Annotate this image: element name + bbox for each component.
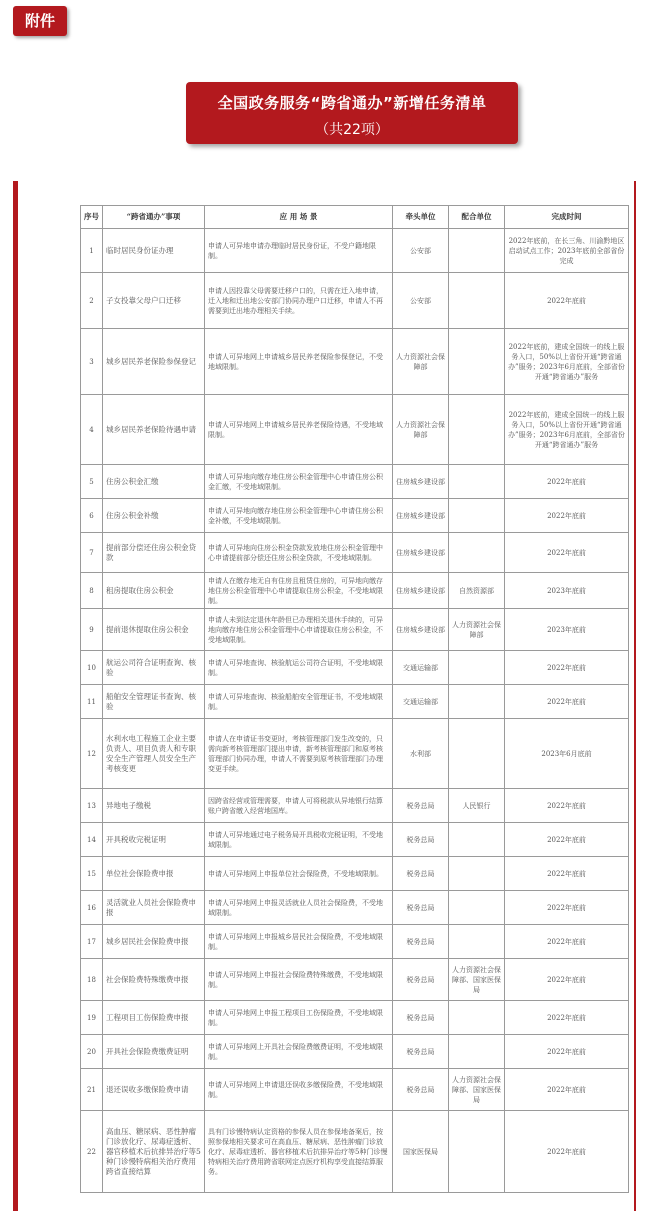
- cell-coop: 人力资源社会保障部、国家医保局: [449, 1069, 505, 1111]
- cell-scene: 申请人因投靠父母需要迁移户口的，只需在迁入地申请，迁入地和迁出地公安部门协同办理户口迁移，申请人不再需要到迁出地办理相关手续。: [205, 273, 393, 329]
- cell-coop: [449, 925, 505, 959]
- right-accent-bar: [634, 181, 636, 1211]
- cell-scene: 申请人可异地查询、核验船舶安全管理证书，不受地域限制。: [205, 685, 393, 719]
- cell-item: 社会保险费特殊缴费申报: [103, 959, 205, 1001]
- cell-time: 2022年底前: [505, 685, 629, 719]
- cell-coop: [449, 823, 505, 857]
- title-banner: [186, 82, 518, 144]
- cell-item: 城乡居民养老保险待遇申请: [103, 395, 205, 465]
- cell-time: 2023年底前: [505, 573, 629, 609]
- cell-item: 高血压、糖尿病、恶性肿瘤门诊放化疗、尿毒症透析、器官移植术后抗排异治疗等5种门诊慢特病相关治疗费用跨省直接结算: [103, 1111, 205, 1193]
- header-no: 序号: [81, 206, 103, 229]
- table-row: [81, 273, 629, 329]
- cell-no: 13: [81, 789, 103, 823]
- cell-lead: 人力资源社会保障部: [393, 395, 449, 465]
- cell-no: 20: [81, 1035, 103, 1069]
- cell-item: 临时居民身份证办理: [103, 229, 205, 273]
- cell-lead: 税务总局: [393, 789, 449, 823]
- cell-lead: 水利部: [393, 719, 449, 789]
- cell-lead: 税务总局: [393, 891, 449, 925]
- cell-time: 2022年底前: [505, 1069, 629, 1111]
- table-row: [81, 1001, 629, 1035]
- cell-no: 15: [81, 857, 103, 891]
- table-row: [81, 395, 629, 465]
- cell-coop: [449, 229, 505, 273]
- cell-item: 租房提取住房公积金: [103, 573, 205, 609]
- table-row: [81, 1111, 629, 1193]
- cell-time: 2023年底前: [505, 609, 629, 651]
- cell-no: 11: [81, 685, 103, 719]
- cell-scene: 申请人可异地通过电子税务局开具税收完税证明，不受地域限制。: [205, 823, 393, 857]
- cell-time: 2022年底前: [505, 1035, 629, 1069]
- cell-time: 2022年底前: [505, 533, 629, 573]
- cell-time: 2022年底前: [505, 1001, 629, 1035]
- header-time: 完成时间: [505, 206, 629, 229]
- table-row: [81, 573, 629, 609]
- cell-scene: 申请人可异地网上开具社会保险费缴费证明，不受地域限制。: [205, 1035, 393, 1069]
- table-row: [81, 823, 629, 857]
- cell-no: 9: [81, 609, 103, 651]
- cell-lead: 住房城乡建设部: [393, 609, 449, 651]
- cell-scene: 申请人可异地网上申报灵活就业人员社会保险费，不受地域限制。: [205, 891, 393, 925]
- cell-no: 19: [81, 1001, 103, 1035]
- cell-time: 2022年底前: [505, 857, 629, 891]
- cell-coop: [449, 1111, 505, 1193]
- table-row: [81, 685, 629, 719]
- cell-scene: 申请人在申请证书变更时，考核管理部门发生改变的，只需向新考核管理部门提出申请，新考核管理部门和原考核管理部门协同办理，申请人不需要到原考核管理部门办理变更手续。: [205, 719, 393, 789]
- cell-no: 5: [81, 465, 103, 499]
- cell-coop: [449, 857, 505, 891]
- cell-lead: 税务总局: [393, 925, 449, 959]
- cell-item: 灵活就业人员社会保险费申报: [103, 891, 205, 925]
- cell-time: 2022年底前: [505, 891, 629, 925]
- cell-scene: 申请人可异地网上申报单位社会保险费，不受地域限制。: [205, 857, 393, 891]
- table-row: [81, 891, 629, 925]
- cell-no: 1: [81, 229, 103, 273]
- cell-scene: 申请人未到法定退休年龄但已办理相关退休手续的，可异地向缴存地住房公积金管理中心申请提取住房公积金，不受地域限制。: [205, 609, 393, 651]
- cell-no: 18: [81, 959, 103, 1001]
- cell-time: 2022年底前: [505, 925, 629, 959]
- table-header-row: [81, 206, 629, 229]
- cell-lead: 公安部: [393, 229, 449, 273]
- cell-no: 3: [81, 329, 103, 395]
- cell-item: 住房公积金汇缴: [103, 465, 205, 499]
- cell-scene: 申请人在缴存地无自有住房且租赁住房的，可异地向缴存地住房公积金管理中心申请提取住房公积金，不受地域限制。: [205, 573, 393, 609]
- cell-lead: 住房城乡建设部: [393, 573, 449, 609]
- cell-lead: 人力资源社会保障部: [393, 329, 449, 395]
- left-accent-bar: [13, 181, 18, 1211]
- cell-coop: [449, 499, 505, 533]
- table-row: [81, 229, 629, 273]
- cell-scene: 申请人可异地网上申请城乡居民养老保险参保登记，不受地域限制。: [205, 329, 393, 395]
- cell-time: 2022年底前: [505, 1111, 629, 1193]
- cell-time: 2022年底前: [505, 789, 629, 823]
- table-row: [81, 1035, 629, 1069]
- cell-item: 退还误收多缴保险费申请: [103, 1069, 205, 1111]
- cell-item: 水利水电工程施工企业主要负责人、项目负责人和专职安全生产管理人员安全生产考核变更: [103, 719, 205, 789]
- header-item: “跨省通办”事项: [103, 206, 205, 229]
- cell-coop: [449, 465, 505, 499]
- table-row: [81, 533, 629, 573]
- cell-no: 10: [81, 651, 103, 685]
- cell-no: 6: [81, 499, 103, 533]
- table-row: [81, 925, 629, 959]
- task-list-document: [80, 205, 628, 1193]
- header-scene: 应 用 场 景: [205, 206, 393, 229]
- cell-item: 异地电子缴税: [103, 789, 205, 823]
- cell-lead: 交通运输部: [393, 685, 449, 719]
- cell-time: 2023年6月底前: [505, 719, 629, 789]
- cell-coop: [449, 719, 505, 789]
- cell-lead: 税务总局: [393, 1069, 449, 1111]
- cell-coop: [449, 891, 505, 925]
- cell-lead: 税务总局: [393, 1035, 449, 1069]
- cell-coop: [449, 533, 505, 573]
- table-row: [81, 857, 629, 891]
- table-row: [81, 651, 629, 685]
- cell-scene: 具有门诊慢特病认定资格的参保人员在参保地备案后，按照参保地相关要求可在高血压、糖尿病、恶性肿瘤门诊放化疗、尿毒症透析、器官移植术后抗排异治疗等5种门诊慢特病相关治疗费用跨省联网定点医疗机构享受直接结算服务。: [205, 1111, 393, 1193]
- table-row: [81, 329, 629, 395]
- cell-coop: 人力资源社会保障部、国家医保局: [449, 959, 505, 1001]
- cell-no: 16: [81, 891, 103, 925]
- table-row: [81, 719, 629, 789]
- cell-time: 2022年底前: [505, 959, 629, 1001]
- cell-coop: 自然资源部: [449, 573, 505, 609]
- cell-scene: 申请人可异地向住房公积金贷款发放地住房公积金管理中心申请提前部分偿还住房公积金贷款，不受地域限制。: [205, 533, 393, 573]
- cell-scene: 申请人可异地网上申报社会保险费特殊缴费，不受地域限制。: [205, 959, 393, 1001]
- table-row: [81, 465, 629, 499]
- cell-no: 12: [81, 719, 103, 789]
- cell-scene: 申请人可异地网上申请城乡居民养老保险待遇，不受地域限制。: [205, 395, 393, 465]
- cell-coop: [449, 273, 505, 329]
- cell-scene: 申请人可异地向缴存地住房公积金管理中心申请住房公积金汇缴，不受地域限制。: [205, 465, 393, 499]
- cell-coop: [449, 1035, 505, 1069]
- cell-coop: [449, 685, 505, 719]
- cell-scene: 申请人可异地向缴存地住房公积金管理中心申请住房公积金补缴，不受地域限制。: [205, 499, 393, 533]
- cell-time: 2022年底前: [505, 823, 629, 857]
- cell-item: 单位社会保险费申报: [103, 857, 205, 891]
- cell-coop: [449, 395, 505, 465]
- cell-item: 航运公司符合证明查询、核验: [103, 651, 205, 685]
- cell-coop: 人民银行: [449, 789, 505, 823]
- cell-item: 城乡居民社会保险费申报: [103, 925, 205, 959]
- cell-item: 子女投靠父母户口迁移: [103, 273, 205, 329]
- cell-item: 工程项目工伤保险费申报: [103, 1001, 205, 1035]
- table-row: [81, 789, 629, 823]
- cell-coop: [449, 329, 505, 395]
- cell-no: 22: [81, 1111, 103, 1193]
- cell-time: 2022年底前: [505, 273, 629, 329]
- cell-lead: 税务总局: [393, 823, 449, 857]
- cell-lead: 住房城乡建设部: [393, 499, 449, 533]
- cell-lead: 公安部: [393, 273, 449, 329]
- header-lead: 牵头单位: [393, 206, 449, 229]
- cell-lead: 住房城乡建设部: [393, 465, 449, 499]
- cell-item: 开具税收完税证明: [103, 823, 205, 857]
- cell-scene: 申请人可异地网上申报工程项目工伤保险费，不受地域限制。: [205, 1001, 393, 1035]
- cell-no: 2: [81, 273, 103, 329]
- cell-no: 17: [81, 925, 103, 959]
- cell-item: 提前部分偿还住房公积金贷款: [103, 533, 205, 573]
- cell-time: 2022年底前，建成全国统一的线上服务入口，50%以上省份开通“跨省通办”服务；2023年6月底前，全部省份开通“跨省通办”服务: [505, 395, 629, 465]
- table-row: [81, 1069, 629, 1111]
- cell-no: 21: [81, 1069, 103, 1111]
- cell-item: 开具社会保险费缴费证明: [103, 1035, 205, 1069]
- cell-lead: 交通运输部: [393, 651, 449, 685]
- cell-no: 8: [81, 573, 103, 609]
- cell-lead: 税务总局: [393, 857, 449, 891]
- banner-title: 全国政务服务“跨省通办”新增任务清单: [217, 94, 487, 112]
- cell-scene: 申请人可异地申请办理临时居民身份证，不受户籍地限制。: [205, 229, 393, 273]
- cell-time: 2022年底前: [505, 465, 629, 499]
- cell-time: 2022年底前: [505, 499, 629, 533]
- cell-item: 提前退休提取住房公积金: [103, 609, 205, 651]
- cell-coop: [449, 651, 505, 685]
- cell-scene: 申请人可异地查询、核验航运公司符合证明，不受地域限制。: [205, 651, 393, 685]
- cell-time: 2022年底前: [505, 651, 629, 685]
- cell-coop: [449, 1001, 505, 1035]
- cell-no: 4: [81, 395, 103, 465]
- cell-scene: 因跨省经营或管理需要，申请人可将税款从异地银行结算账户跨省缴入经营地国库。: [205, 789, 393, 823]
- banner-subtitle: （共22项）: [315, 122, 389, 138]
- task-list-table: [80, 205, 629, 1193]
- cell-item: 船舶安全管理证书查询、核验: [103, 685, 205, 719]
- table-row: [81, 499, 629, 533]
- cell-coop: 人力资源社会保障部: [449, 609, 505, 651]
- cell-item: 住房公积金补缴: [103, 499, 205, 533]
- table-row: [81, 959, 629, 1001]
- cell-scene: 申请人可异地网上申请退还误收多缴保险费，不受地域限制。: [205, 1069, 393, 1111]
- cell-time: 2022年底前，在长三角、川渝黔地区启动试点工作；2023年底前全部省份完成: [505, 229, 629, 273]
- cell-no: 14: [81, 823, 103, 857]
- cell-scene: 申请人可异地网上申报城乡居民社会保险费，不受地域限制。: [205, 925, 393, 959]
- attachment-tag: 附件: [13, 6, 67, 36]
- cell-lead: 国家医保局: [393, 1111, 449, 1193]
- cell-lead: 税务总局: [393, 959, 449, 1001]
- table-row: [81, 609, 629, 651]
- cell-item: 城乡居民养老保险参保登记: [103, 329, 205, 395]
- cell-time: 2022年底前，建成全国统一的线上服务入口，50%以上省份开通“跨省通办”服务；2023年6月底前，全部省份开通“跨省通办”服务: [505, 329, 629, 395]
- cell-lead: 税务总局: [393, 1001, 449, 1035]
- cell-lead: 住房城乡建设部: [393, 533, 449, 573]
- header-coop: 配合单位: [449, 206, 505, 229]
- cell-no: 7: [81, 533, 103, 573]
